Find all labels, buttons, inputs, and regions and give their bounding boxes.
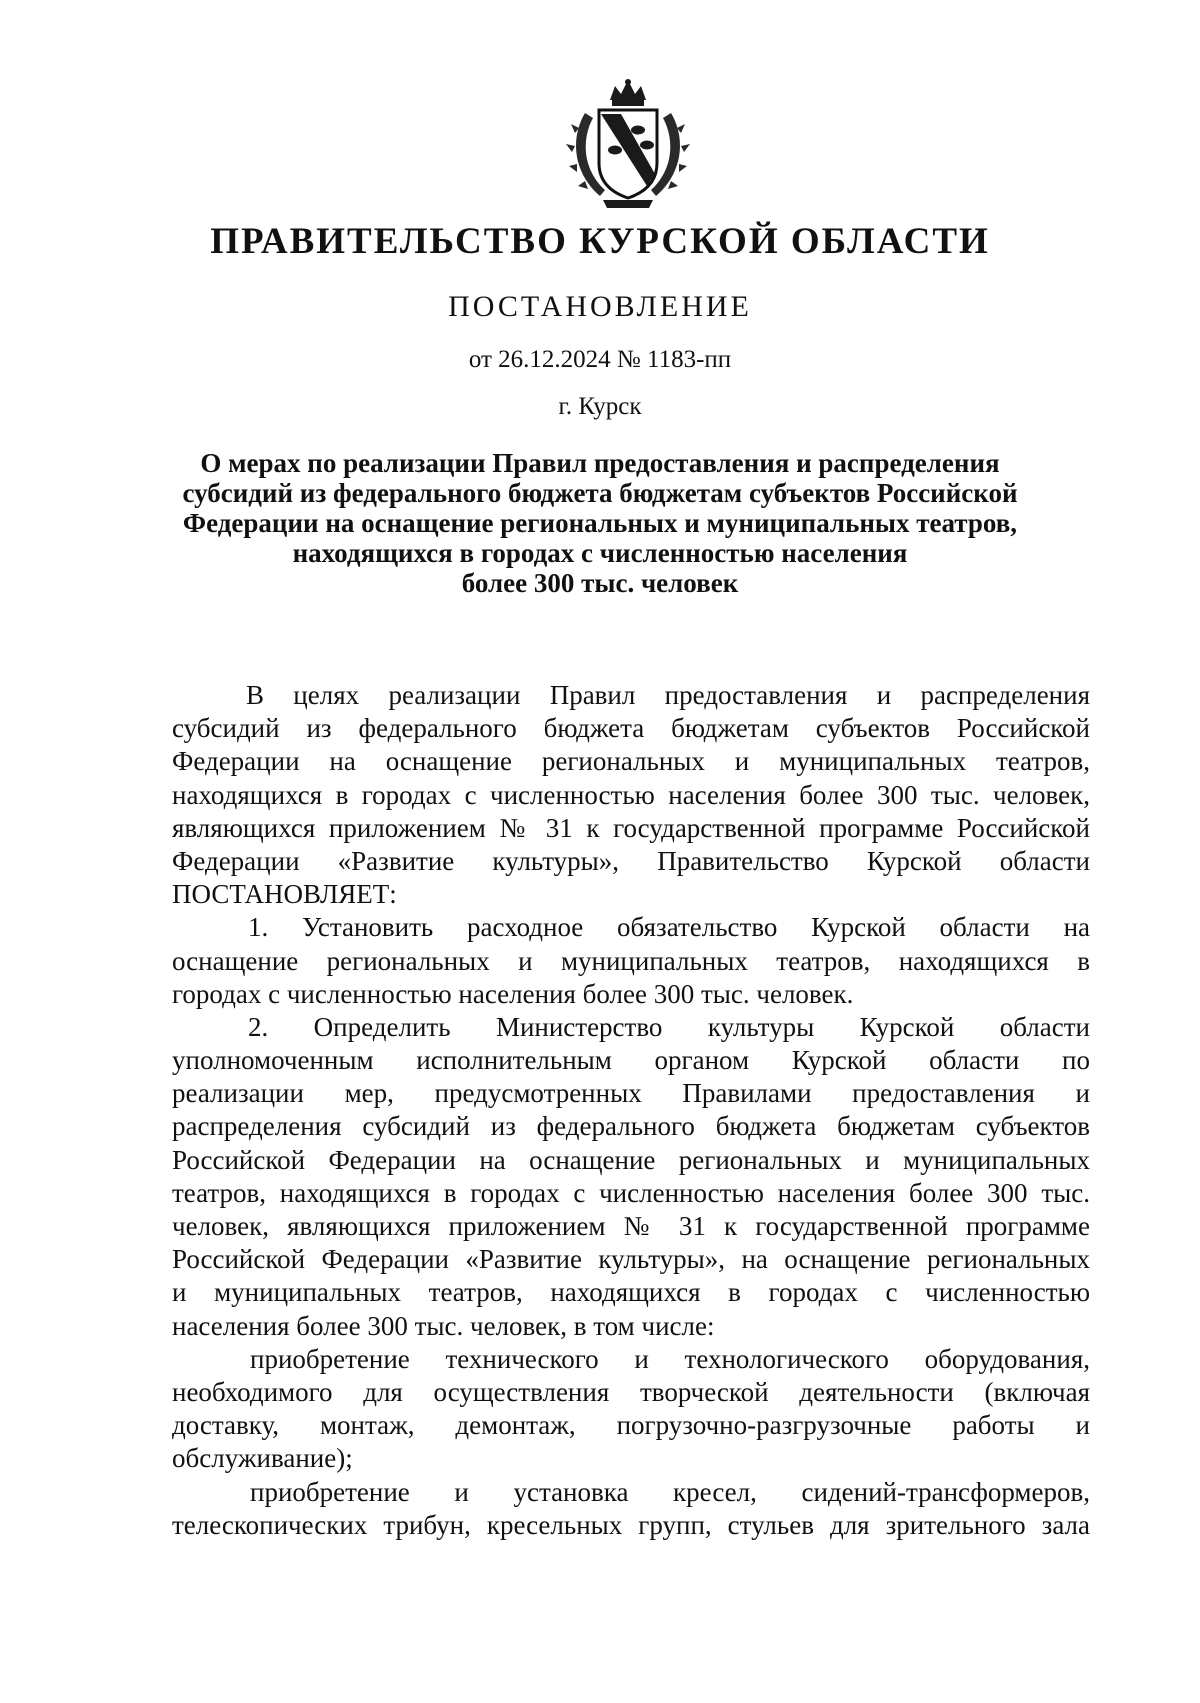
government-title: ПРАВИТЕЛЬСТВО КУРСКОЙ ОБЛАСТИ	[210, 221, 990, 262]
body-line: приобретение и установка кресел, сидений-трансформеров,	[250, 1476, 1090, 1507]
body-line: человек, являющихся приложением № 31 к государственной программе	[172, 1211, 1090, 1241]
subject-line: более 300 тыс. человек	[461, 568, 739, 598]
document-type: ПОСТАНОВЛЕНИЕ	[448, 290, 752, 323]
subject-line: находящихся в городах с численностью населения	[292, 538, 908, 568]
body-line: населения более 300 тыс. человек, в том числе:	[172, 1310, 715, 1341]
body-line: Федерации «Развитие культуры», Правительство Курской области	[172, 845, 1090, 876]
document-date-number: от 26.12.2024 № 1183-пп	[468, 346, 732, 373]
body-line: находящихся в городах с численностью населения более 300 тыс. человек,	[172, 779, 1090, 810]
body-line: являющихся приложением № 31 к государственной программе Российской	[172, 812, 1090, 843]
body-line: Российской Федерации «Развитие культуры», на оснащение региональных	[172, 1244, 1090, 1275]
body-line: доставку, монтаж, демонтаж, погрузочно-разгрузочные работы и	[172, 1410, 1090, 1441]
subject-line: субсидий из федерального бюджета бюджетам субъектов Российской	[182, 478, 1018, 508]
body-line: уполномоченным исполнительным органом Курской области по	[172, 1045, 1090, 1076]
document-city: г. Курск	[558, 393, 642, 420]
body-line: и муниципальных театров, находящихся в городах с численностью	[172, 1277, 1090, 1308]
body-line: Российской Федерации на оснащение региональных и муниципальных	[172, 1144, 1090, 1175]
body-line: оснащение региональных и муниципальных театров, находящихся в	[172, 945, 1090, 976]
kursk-coat-of-arms-icon	[565, 78, 691, 212]
body-line: Федерации на оснащение региональных и муниципальных театров,	[172, 746, 1090, 777]
body-line: обслуживание);	[172, 1443, 353, 1474]
body-line: приобретение технического и технологического оборудования,	[250, 1343, 1090, 1374]
body-line: городах с численностью населения более 300 тыс. человек.	[172, 978, 854, 1009]
body-line: 1. Установить расходное обязательство Курской области на	[248, 912, 1090, 943]
body-line: субсидий из федерального бюджета бюджетам субъектов Российской	[172, 713, 1090, 744]
body-line: распределения субсидий из федерального бюджета бюджетам субъектов	[172, 1111, 1090, 1142]
body-line: необходимого для осуществления творческой деятельности (включая	[172, 1376, 1090, 1407]
document-subject	[150, 448, 1050, 598]
body-line: реализации мер, предусмотренных Правилами предоставления и	[172, 1078, 1090, 1109]
body-line: ПОСТАНОВЛЯЕТ:	[172, 879, 397, 910]
body-line: театров, находящихся в городах с численностью населения более 300 тыс.	[172, 1177, 1090, 1208]
document-body	[172, 679, 1090, 1542]
subject-line: О мерах по реализации Правил предоставления и распределения	[200, 448, 1000, 478]
body-line: 2. Определить Министерство культуры Курской области	[248, 1011, 1090, 1042]
body-line: телескопических трибун, кресельных групп, стульев для зрительного зала	[172, 1509, 1090, 1540]
subject-line: Федерации на оснащение региональных и муниципальных театров,	[182, 508, 1018, 538]
body-line: В целях реализации Правил предоставления и распределения	[246, 680, 1090, 710]
